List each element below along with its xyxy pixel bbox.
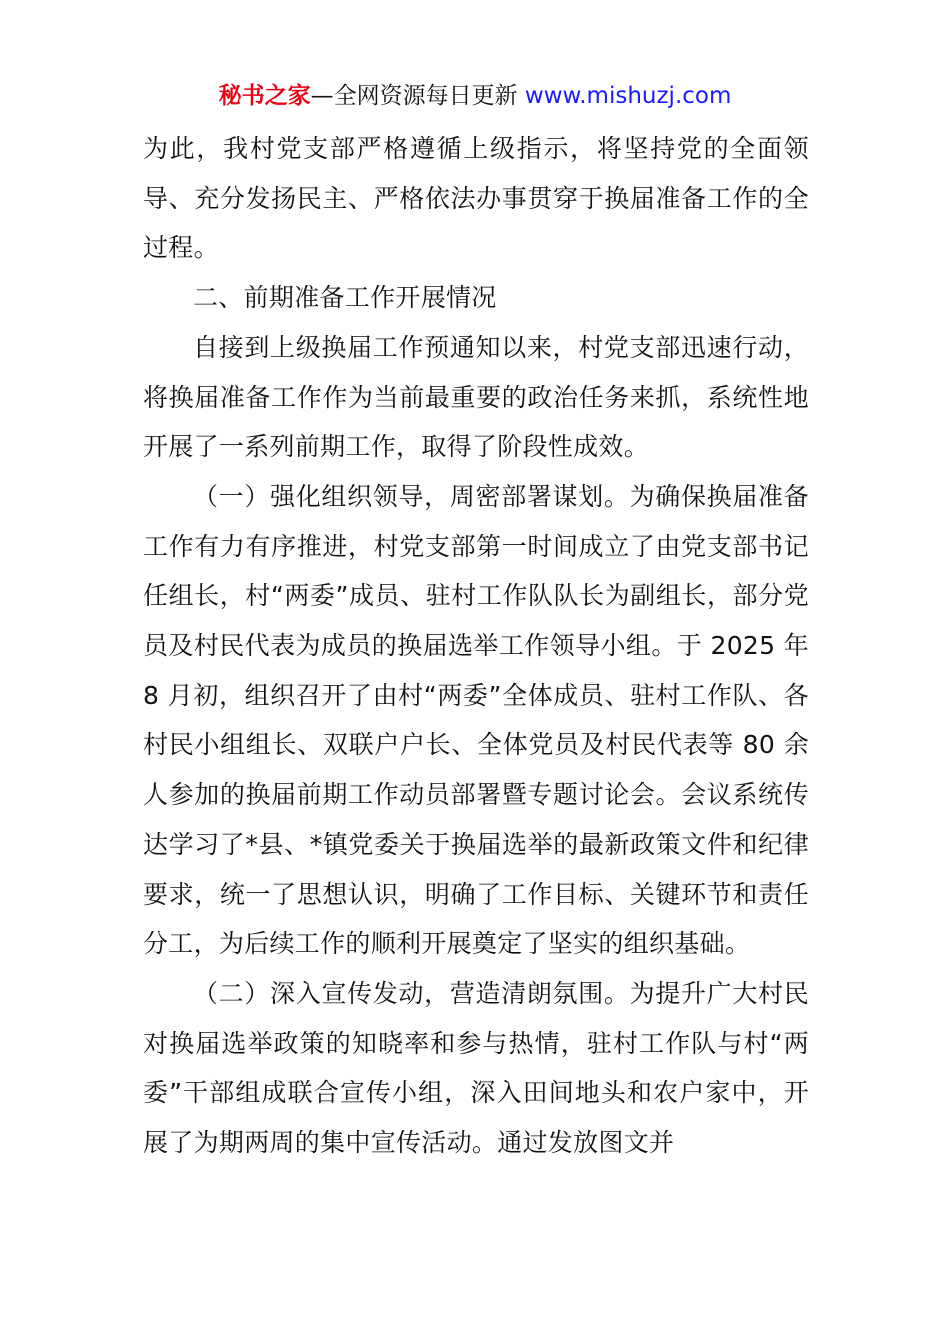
site-header [0,80,950,112]
paragraph-intro: 自接到上级换届工作预通知以来，村党支部迅速行动，将换届准备工作作为当前最重要的政治任务来抓，系统性地开展了一系列前期工作，取得了阶段性成效。 [143,332,809,462]
site-url-link[interactable]: www.mishuzj.com [524,83,732,109]
document-body [143,124,809,1168]
paragraph-publicity: （二）深入宣传发动，营造清朗氛围。为提升广大村民对换届选举政策的知晓率和参与热情，驻村工作队与村“两委”干部组成联合宣传小组，深入田间地头和农户家中，开展了为期两周的集中宣传活动。通过发放图文并 [143,978,809,1158]
paragraph-continuation: 为此，我村党支部严格遵循上级指示，将坚持党的全面领导、充分发扬民主、严格依法办事贯穿于换届准备工作的全过程。 [143,134,809,263]
site-tagline: —全网资源每日更新 [310,83,525,109]
paragraph-organization: （一）强化组织领导，周密部署谋划。为确保换届准备工作有力有序推进，村党支部第一时间成立了由党支部书记任组长，村“两委”成员、驻村工作队队长为副组长，部分党员及村民代表为成员的换届选举工作领导小组。于 2025 年 8 月初，组织召开了由村“两委”全体成员、驻村工作队、各村民小组组长、双联户户长、全体党员及村民代表等 80 余人参加的换届前期工作动员部署暨专题讨论会。会议系统传达学习了*县、*镇党委关于换届选举的最新政策文件和纪律要求，统一了思想认识，明确了工作目标、关键环节和责任分工，为后续工作的顺利开展奠定了坚实的组织基础。 [143,481,809,959]
site-brand: 秘书之家 [218,83,311,109]
section-heading: 二、前期准备工作开展情况 [193,283,497,313]
